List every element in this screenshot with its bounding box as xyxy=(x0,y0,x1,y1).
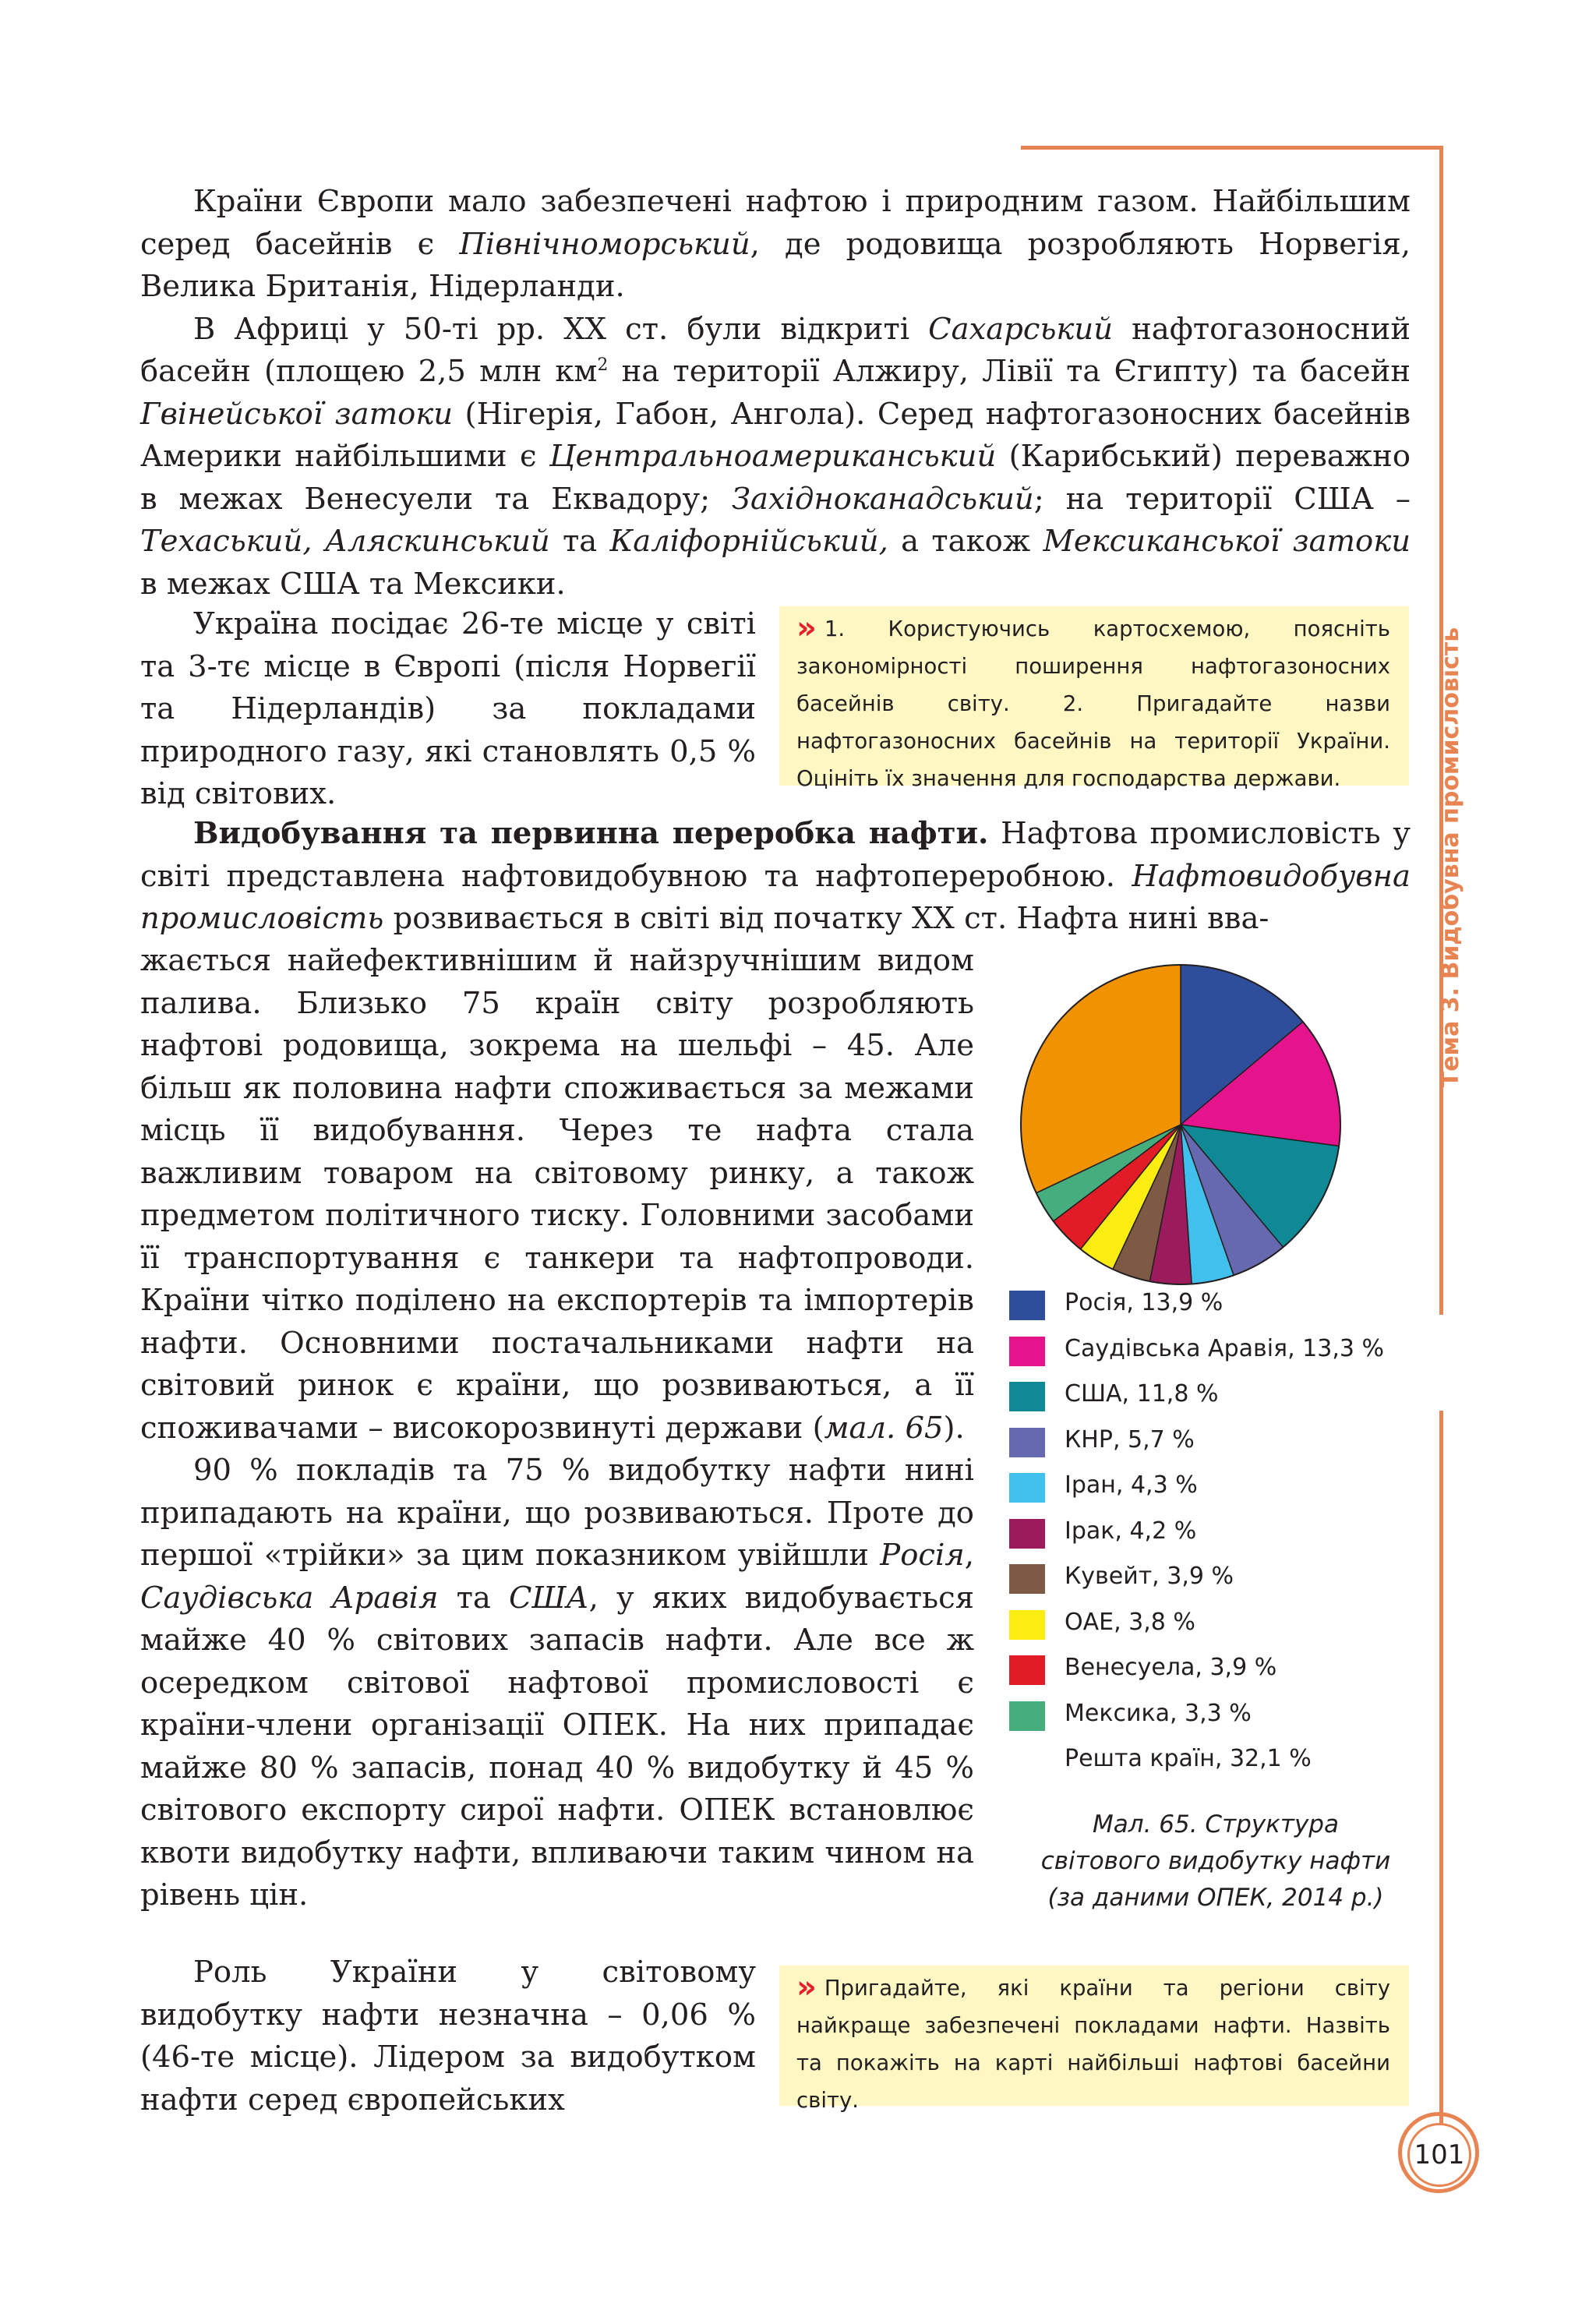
legend-swatch xyxy=(1009,1382,1045,1411)
legend-swatch xyxy=(1009,1610,1045,1640)
legend-swatch xyxy=(1009,1473,1045,1503)
text-block-ukraine-gas xyxy=(140,603,756,816)
text-block-top xyxy=(140,181,1411,606)
paragraph: Країни Європи мало забезпечені нафтою і природним газом. Найбільшим серед басейнів є Північноморський, де родовища розробляють Норвегія, Велика Британія, Нідерланди. xyxy=(140,184,1411,304)
double-chevron-icon: » xyxy=(796,1969,809,2005)
caption-line: світового видобутку нафти xyxy=(1040,1847,1391,1875)
legend-label: США, 11,8 % xyxy=(1065,1380,1219,1408)
paragraph: жається найефективнішим й найзручнішим видом палива. Близько 75 країн світу розробляють нафтові родовища, зокрема на шельфі – 45. Але більш як половина нафти споживається за межами місць її видобування. Через те нафта стала важливим товаром на світовому ринку, а також предметом політичного тиску. Головними засобами її транспортування є танкери та нафтопроводи. Країни чітко поділено на експортерів та імпортерів нафти. Основними постачальниками нафти на світовий ринок є країни, що розвиваються, а її споживачами – високорозвинуті держави (мал. 65). xyxy=(140,943,974,1446)
paragraph: В Африці у 50-ті рр. XX ст. були відкриті Сахарський нафтогазоносний басейн (площею 2,5 млн $км^2$ на території Алжиру, Лівії та Єгипту) та басейн Гвінейської затоки (Нігерія, Габон, Ангола). Серед нафтогазоносних басейнів Америки найбільшими є Центральноамериканський (Карибський) переважно в межах Венесуели та Еквадору; Західноканадський; на території США – Техаський, Аляскинський та Каліфорнійський, а також Мексиканської затоки в межах США та Мексики. xyxy=(140,311,1411,602)
legend-label: Кувейт, 3,9 % xyxy=(1065,1563,1234,1590)
legend-swatch xyxy=(1009,1291,1045,1320)
chapter-side-title: Тема 3. Видобувна промисловість xyxy=(1437,627,1464,1088)
legend-item xyxy=(1005,1599,1426,1645)
legend-swatch xyxy=(1009,1564,1045,1594)
caption-line: Мал. 65. Структура xyxy=(1093,1810,1339,1838)
paragraph: Роль України у світовому видобутку нафти незначна – 0,06 % (46-те місце). Лідером за видобутком нафти серед європейських xyxy=(140,1955,756,2118)
pie-chart-legend xyxy=(1005,1280,1426,1782)
legend-swatch xyxy=(1009,1428,1045,1457)
legend-label: Іран, 4,3 % xyxy=(1065,1471,1198,1499)
legend-label: Росія, 13,9 % xyxy=(1065,1289,1223,1316)
legend-item xyxy=(1005,1508,1426,1554)
figure-caption xyxy=(1005,1807,1426,1916)
legend-label: Саудівська Аравія, 13,3 % xyxy=(1065,1334,1384,1362)
legend-item xyxy=(1005,1371,1426,1417)
legend-label: Ірак, 4,2 % xyxy=(1065,1517,1197,1545)
paragraph: 90 % покладів та 75 % видобутку нафти нині припадають на країни, що розвиваються. Проте до першої «трійки» за цим показником увійшли Росія, Саудівська Аравія та США, у яких видобувається майже 40 % світових запасів нафти. Але все ж осередком світової нафтової промисловості є країни-члени організації ОПЕК. На них припадає майже 80 % запасів, понад 40 % видобутку й 45 % світового експорту сирої нафти. ОПЕК встановлює квоти видобутку нафти, впливаючи таким чином на рівень цін. xyxy=(140,1453,974,1913)
question-box-1: » 1. Користуючись картосхемою, поясніть закономірності поширення нафтогазоносних басейнів світу. 2. Пригадайте назви нафтогазоносних басейнів на території України. Оцініть їх значення для господарства держави. xyxy=(779,606,1409,786)
legend-item xyxy=(1005,1462,1426,1508)
text-block-ukraine-oil xyxy=(140,1951,756,2121)
legend-item xyxy=(1005,1644,1426,1690)
legend-swatch xyxy=(1009,1655,1045,1685)
legend-label: КНР, 5,7 % xyxy=(1065,1425,1195,1453)
paragraph: Видобування та первинна переробка нафти. Нафтова промисловість у світі представлена нафтовидобувною та нафтопереробною. Нафтовидобувна промисловість розвивається в світі від початку XX ст. Нафта нині вва- xyxy=(140,816,1411,936)
caption-line: (за даними ОПЕК, 2014 р.) xyxy=(1047,1884,1384,1912)
text-block-oil-intro xyxy=(140,813,1411,941)
legend-item xyxy=(1005,1690,1426,1736)
legend-item xyxy=(1005,1280,1426,1326)
legend-swatch xyxy=(1009,1337,1045,1366)
legend-item xyxy=(1005,1736,1426,1782)
legend-label: ОАЕ, 3,8 % xyxy=(1065,1608,1195,1636)
question-box-2: » Пригадайте, які країни та регіони світу найкраще забезпечені покладами нафти. Назвіть та покажіть на карті найбільші нафтові басейни світу. xyxy=(779,1966,1409,2106)
legend-item xyxy=(1005,1417,1426,1463)
legend-item xyxy=(1005,1326,1426,1372)
legend-swatch xyxy=(1009,1519,1045,1549)
double-chevron-icon: » xyxy=(796,610,809,646)
decorative-frame-top xyxy=(1021,146,1443,150)
text-block-oil-main xyxy=(140,940,974,1917)
section-heading: Видобування та первинна переробка нафти. xyxy=(193,816,989,851)
legend-label: Мексика, 3,3 % xyxy=(1065,1699,1252,1727)
oil-production-pie-chart xyxy=(1013,957,1348,1292)
legend-swatch xyxy=(1009,1701,1045,1731)
decorative-frame-right-lower xyxy=(1439,1411,1443,2135)
page-number: 101 xyxy=(1407,2123,1471,2187)
legend-item xyxy=(1005,1553,1426,1599)
paragraph: Україна посідає 26-те місце у світі та 3-тє місце в Європі (після Норвегії та Нідерландів) за покладами природного газу, які становлять 0,5 % від світових. xyxy=(140,606,756,811)
legend-label: Решта країн, 32,1 % xyxy=(1065,1745,1312,1772)
legend-label: Венесуела, 3,9 % xyxy=(1065,1654,1277,1681)
